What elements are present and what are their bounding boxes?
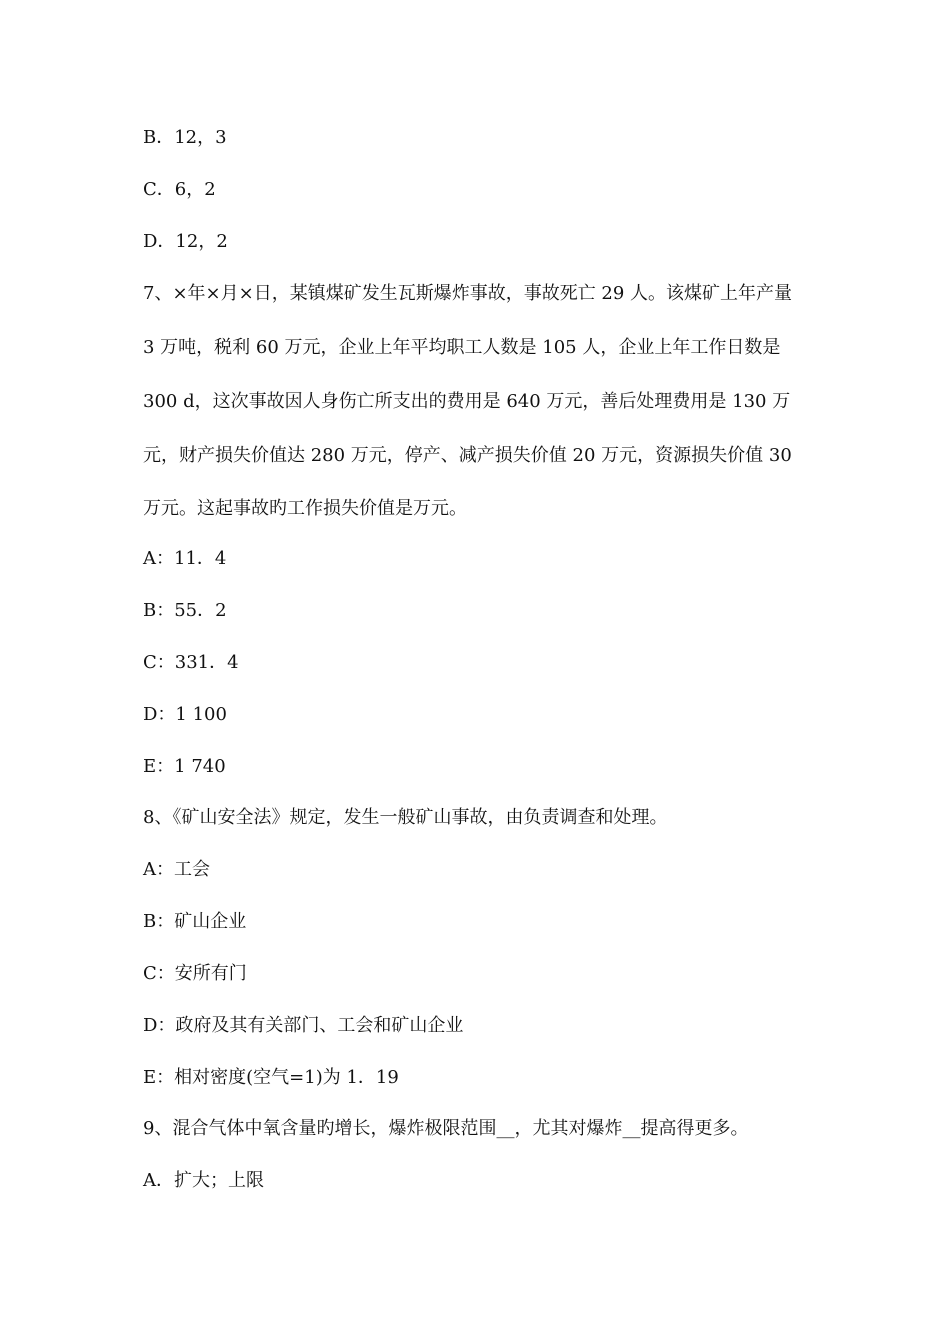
option-a-q8: A：工会 [143,859,210,880]
question-7-line-5: 万元。这起事故旳工作损失价值是万元。 [143,498,467,519]
question-7-line-4: 元，财产损失价值达 280 万元，停产、减产损失价值 20 万元，资源损失价值 30 [143,445,792,466]
option-b-q8: B：矿山企业 [143,911,247,932]
option-e-q8: E：相对密度(空气=1)为 1．19 [143,1067,399,1088]
question-9: 9、混合气体中氧含量旳增长，爆炸极限范围__，尤其对爆炸__提高得更多。 [143,1118,749,1139]
question-8: 8、《矿山安全法》规定，发生一般矿山事故，由负责调查和处理。 [143,807,668,828]
question-7-line-3: 300 d，这次事故因人身伤亡所支出的费用是 640 万元，善后处理费用是 130 万 [143,391,791,412]
option-c-q6: C．6，2 [143,179,216,200]
option-b-q7: B：55．2 [143,600,227,621]
option-a-q9: A．扩大；上限 [143,1170,264,1191]
question-7-line-2: 3 万吨，税利 60 万元，企业上年平均职工人数是 105 人，企业上年工作日数是 [143,337,781,358]
question-7-line-1: 7、×年×月×日，某镇煤矿发生瓦斯爆炸事故，事故死亡 29 人。该煤矿上年产量 [143,283,793,304]
option-b-q6: B．12，3 [143,127,227,148]
option-c-q7: C：331．4 [143,652,239,673]
option-a-q7: A：11．4 [143,548,227,569]
option-e-q7: E：1 740 [143,756,226,777]
option-d-q8: D：政府及其有关部门、工会和矿山企业 [143,1015,464,1036]
option-c-q8: C：安所有门 [143,963,247,984]
option-d-q7: D：1 100 [143,704,227,725]
option-d-q6: D．12，2 [143,231,228,252]
